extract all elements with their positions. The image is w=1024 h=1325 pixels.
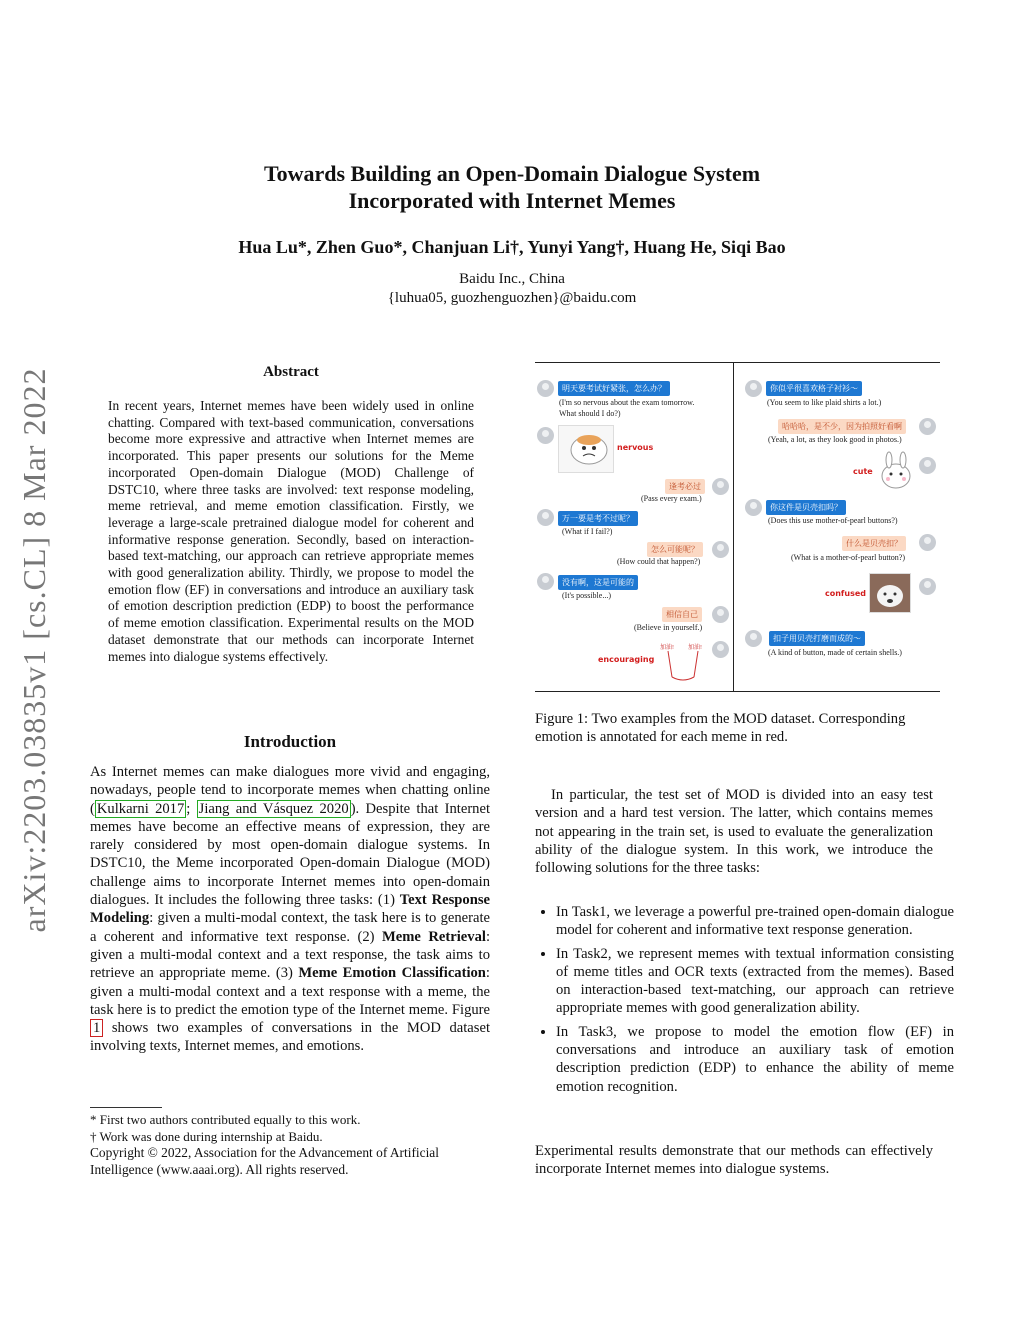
introduction-heading: Introduction xyxy=(243,732,337,751)
emotion-label: encouraging xyxy=(598,655,655,664)
solutions-list xyxy=(535,903,954,1101)
footnote-2: † Work was done during internship at Baidu. xyxy=(90,1129,323,1144)
chat-bubble: 你似乎很喜欢格子衬衫～ xyxy=(766,381,862,396)
affiliation: Baidu Inc., China xyxy=(459,271,565,287)
user-avatar-icon xyxy=(745,499,762,516)
chat-bubble: 扣子用贝壳打磨而成的～ xyxy=(769,631,865,646)
user-avatar-icon xyxy=(537,573,554,590)
figure-ref-link[interactable]: 1 xyxy=(90,1019,103,1037)
footnote-1: * First two authors contributed equally to this work. xyxy=(90,1112,361,1127)
arxiv-identifier: arXiv:2203.03835v1 [cs.CL] 8 Mar 2022 xyxy=(16,367,52,933)
intro-text-segment: shows two examples of conversations in the MOD dataset involving texts, Internet memes, and emotions. xyxy=(90,1020,490,1055)
intro-text-segment: : given a multi-modal context, the task here is to generate a coherent and informative text response. (2) xyxy=(90,910,490,945)
user-avatar-icon xyxy=(919,457,936,474)
user-avatar-icon xyxy=(745,380,762,397)
intro-text-segment: As Internet memes can make dialogues more vivid and engaging, nowadays, people tend to incorporate memes when chatting online ( xyxy=(90,764,490,817)
copyright-notice: Copyright © 2022, Association for the Advancement of Artificial Intelligence (www.aaai.org). All rights reserved. xyxy=(90,1145,439,1177)
introduction-text xyxy=(90,763,490,1056)
chat-bubble: 什么是贝壳扣？ xyxy=(842,536,906,551)
title-line-2: Incorporated with Internet Memes xyxy=(348,188,676,213)
user-avatar-icon xyxy=(712,641,729,658)
user-avatar-icon xyxy=(712,541,729,558)
author-list: Hua Lu*, Zhen Guo*, Chanjuan Li†, Yunyi Yang†, Huang He, Siqi Bao xyxy=(238,237,786,257)
user-avatar-icon xyxy=(919,578,936,595)
user-avatar-icon xyxy=(537,380,554,397)
intro-text-segment: : given a multi-modal context and a text response with a meme, the task here is to predict the emotion type of the Internet meme. Figure xyxy=(90,965,490,1018)
user-avatar-icon xyxy=(745,630,762,647)
footnote-rule xyxy=(90,1107,162,1108)
abstract-heading: Abstract xyxy=(263,364,319,380)
chat-bubble: 逢考必过 xyxy=(665,479,705,494)
meme-image xyxy=(558,425,614,473)
closing-paragraph: Experimental results demonstrate that our methods can effectively incorporate Internet memes into dialogue systems. xyxy=(535,1143,933,1178)
translation: (Yeah, a lot, as they look good in photos.) xyxy=(768,435,902,444)
translation: (How could that happen?) xyxy=(617,557,701,566)
nervous-meme-icon xyxy=(559,426,613,472)
user-avatar-icon xyxy=(919,534,936,551)
translation: (Pass every exam.) xyxy=(641,494,702,503)
translation: (Does this use mother-of-pearl buttons?) xyxy=(768,516,898,525)
cute-meme-icon xyxy=(876,450,916,492)
translation: (What if I fail?) xyxy=(562,527,613,536)
chat-bubble: 万一要是考不过呢？ xyxy=(558,511,638,526)
emotion-label: nervous xyxy=(617,443,654,452)
translation: (I'm so nervous about the exam tomorrow. xyxy=(559,398,695,407)
list-item: • In Task2, we represent memes with textual information consisting of meme titles and OCR texts (extracted from the memes). Based on interaction-based text-matching, our approach can retrieve appropriate memes with good generalization ability. xyxy=(556,945,954,1018)
figure-1 xyxy=(535,362,940,692)
chat-bubble: 怎么可能呢？ xyxy=(647,542,703,557)
meme-image xyxy=(869,573,911,613)
user-avatar-icon xyxy=(537,427,554,444)
translation: (A kind of button, made of certain shells.) xyxy=(768,648,902,657)
title-line-1: Towards Building an Open-Domain Dialogue System xyxy=(263,161,761,186)
affiliation-block xyxy=(0,270,1024,308)
intro-text-segment: ). Despite that Internet memes have become an effective means of expression, they are rarely considered by most open-domain dialogue systems. In DSTC10, the Meme incorporated Open-domain Dialogue (MOD) challenge aims to incorporate Internet memes into open-domain dialogues. It includes the following three tasks: (1) xyxy=(90,800,491,909)
body-paragraph: In particular, the test set of MOD is divided into an easy test version and a hard test version. The latter, which contains memes not appearing in the train set, is used to evaluate the generalization ability of the dialogue system. In this work, we introduce the following solutions for the three tasks: xyxy=(535,787,933,877)
user-avatar-icon xyxy=(712,606,729,623)
user-avatar-icon xyxy=(919,418,936,435)
emotion-label: confused xyxy=(825,589,867,598)
meme-image xyxy=(657,638,709,684)
emails: {luhua05, guozhenguozhen}@baidu.com xyxy=(387,290,637,306)
paper-title xyxy=(0,160,1024,214)
chat-bubble: 相信自己 xyxy=(662,607,702,622)
citation-link-kulkarni[interactable]: Kulkarni 2017 xyxy=(96,800,185,817)
chat-bubble: 哈哈哈，是不少，因为拍照好看啊 xyxy=(778,419,906,434)
list-item: • In Task3, we propose to model the emotion flow (EF) in conversations and introduce an auxiliary task of emotion description prediction (EDP) to enhance the ability of meme emotion recognition. xyxy=(556,1023,954,1096)
translation: (You seem to like plaid shirts a lot.) xyxy=(767,398,882,407)
chat-bubble: 你这件是贝壳扣吗？ xyxy=(766,500,846,515)
svg-text:加油!: 加油! xyxy=(660,645,674,651)
translation: (Believe in yourself.) xyxy=(634,623,703,632)
svg-text:加油!: 加油! xyxy=(688,645,702,651)
encouraging-meme-icon xyxy=(658,639,708,683)
translation: (It's possible...) xyxy=(562,591,611,600)
translation: What should I do?) xyxy=(559,409,621,418)
task-name-2: Meme Retrieval xyxy=(382,928,486,945)
list-item: • In Task1, we leverage a powerful pre-trained open-domain dialogue model for coherent and informative text response generation. xyxy=(556,903,954,940)
translation: (What is a mother-of-pearl button?) xyxy=(791,553,906,562)
emotion-label: cute xyxy=(853,467,873,476)
confused-meme-icon xyxy=(870,574,910,612)
figure-divider xyxy=(733,363,734,691)
chat-bubble: 没有啊，这是可能的 xyxy=(558,575,638,590)
figure-caption: Figure 1: Two examples from the MOD dataset. Corresponding emotion is annotated for each meme in red. xyxy=(535,711,906,746)
meme-image xyxy=(875,449,917,493)
abstract-text: In recent years, Internet memes have been widely used in online chatting. Compared with text-based communication, conversations become more expressive and attractive when Internet memes are incorporated. This paper presents our solutions for the Meme incorporated Open-domain Dialogue (MOD) Challenge of DSTC10, where three tasks are involved: text response modeling, meme retrieval, and meme emotion classification. Firstly, we leverage a large-scale pretrained dialogue model for coherent and informative response generation. Secondly, based on interaction-based text-matching, our approach can retrieve appropriate memes with good generalization ability. Thirdly, we propose to model the emotion flow (EF) in conversations and introduce an auxiliary task of emotion description prediction (EDP) to boost the performance of meme emotion classification. Experimental results on the MOD dataset demonstrate that our methods can incorporate Internet memes into dialogue systems effectively. xyxy=(108,398,474,664)
intro-text-segment: : given a multi-modal context and a text response, the task aims to retrieve an appropriate meme. (3) xyxy=(90,928,490,982)
task-name-1: Text Response Modeling xyxy=(90,892,490,927)
chat-bubble: 明天要考试好紧张，怎么办？ xyxy=(558,381,670,396)
citation-link-jiang[interactable]: Jiang and Vásquez 2020 xyxy=(198,800,349,817)
intro-text-segment: ; xyxy=(186,800,197,817)
user-avatar-icon xyxy=(712,478,729,495)
user-avatar-icon xyxy=(537,509,554,526)
task-name-3: Meme Emotion Classification xyxy=(298,965,486,982)
